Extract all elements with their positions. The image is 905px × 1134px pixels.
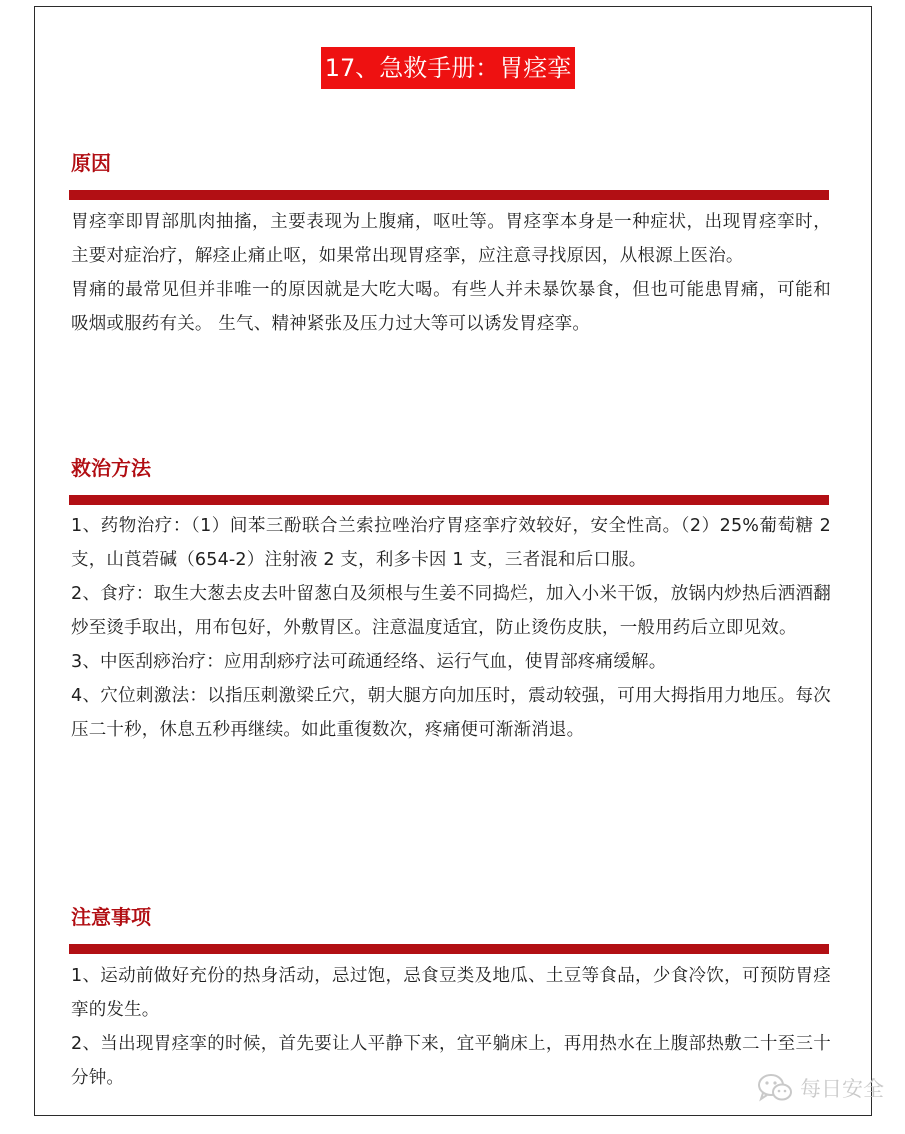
section-body-precautions xyxy=(71,959,831,1095)
wechat-icon xyxy=(756,1072,794,1104)
document-frame xyxy=(34,6,872,1116)
title-banner xyxy=(35,47,871,89)
list-item: 3、中医刮痧治疗：应用刮痧疗法可疏通经络、运行气血，使胃部疼痛缓解。 xyxy=(71,652,667,672)
page-title: 17、急救手册：胃痉挛 xyxy=(321,47,576,89)
watermark-text: 每日安全 xyxy=(800,1077,884,1101)
list-item: 1、运动前做好充份的热身活动，忌过饱，忌食豆类及地瓜、土豆等食品，少食冷饮，可预防胃痉挛的发生。 xyxy=(71,966,831,1020)
list-item: 4、穴位刺激法：以指压刺激梁丘穴，朝大腿方向加压时，震动较强，可用大拇指用力地压。每次压二十秒，休息五秒再继续。如此重復数次，疼痛便可渐渐消退。 xyxy=(71,686,831,740)
section-divider xyxy=(69,495,829,505)
section-divider xyxy=(69,190,829,200)
list-item: 2、食疗：取生大葱去皮去叶留葱白及须根与生姜不同捣烂，加入小米干饭，放锅内炒热后洒酒翻炒至烫手取出，用布包好，外敷胃区。注意温度适宜，防止烫伤皮肤，一般用药后立即见效。 xyxy=(71,584,831,638)
list-item: 1、药物治疗：（1）间苯三酚联合兰索拉唑治疗胃痉挛疗效较好，安全性高。（2）25%葡萄糖 2 支，山莨菪碱（654-2）注射液 2 支，利多卡因 1 支，三者混和后口服。 xyxy=(71,516,831,570)
section-heading-treatment: 救治方法 xyxy=(71,456,151,480)
section-body-cause xyxy=(71,205,831,341)
section-heading-cause: 原因 xyxy=(71,151,111,175)
section-body-treatment xyxy=(71,509,831,747)
paragraph: 胃痉挛即胃部肌肉抽搐，主要表现为上腹痛，呕吐等。胃痉挛本身是一种症状，出现胃痉挛时，主要对症治疗，解痉止痛止呕，如果常出现胃痉挛，应注意寻找原因，从根源上医治。 xyxy=(71,212,831,266)
watermark xyxy=(756,1068,884,1108)
paragraph: 胃痛的最常见但并非唯一的原因就是大吃大喝。有些人并未暴饮暴食，但也可能患胃痛，可能和吸烟或服药有关。 生气、精神紧张及压力过大等可以诱发胃痉挛。 xyxy=(71,280,831,334)
section-divider xyxy=(69,944,829,954)
list-item: 2、当出现胃痉挛的时候，首先要让人平静下来，宜平躺床上，再用热水在上腹部热敷二十至三十分钟。 xyxy=(71,1034,831,1088)
section-heading-precautions: 注意事项 xyxy=(71,905,151,929)
